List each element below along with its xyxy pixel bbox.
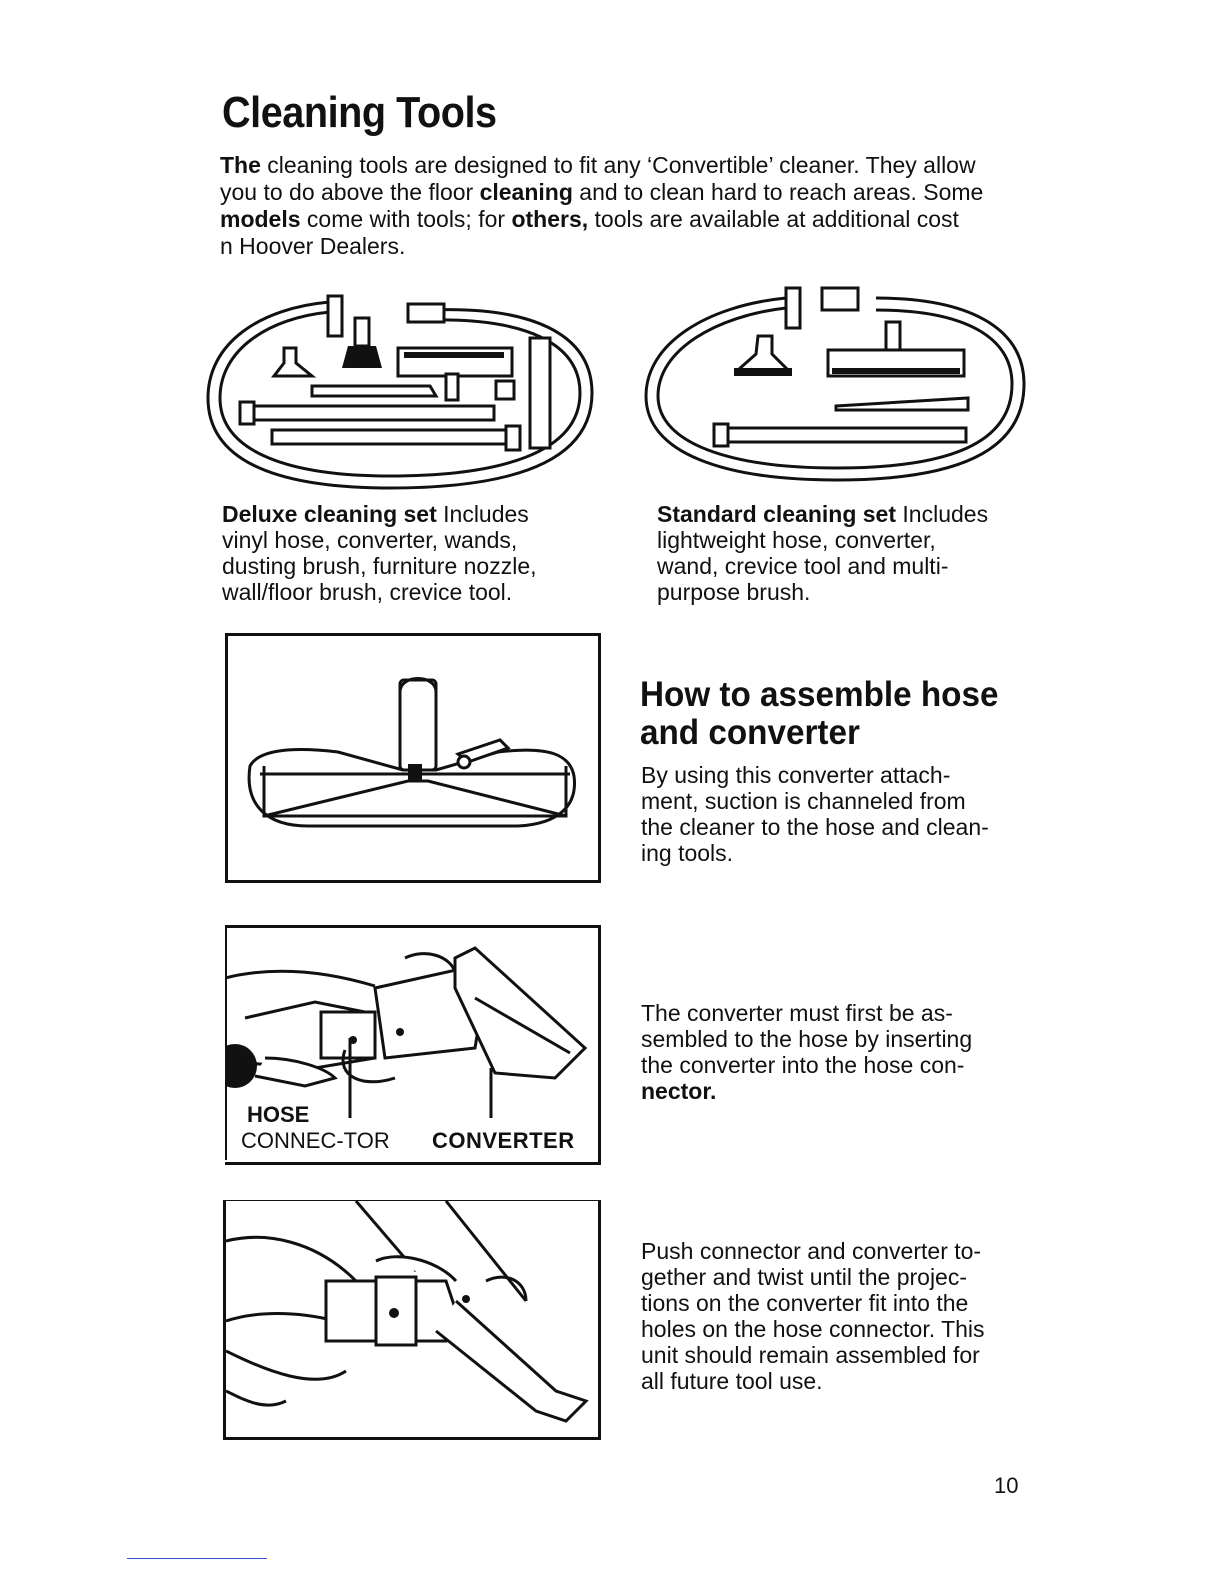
deluxe-caption: [222, 501, 537, 605]
standard-line1: Includes: [896, 501, 989, 527]
intro-line4: n Hoover Dealers.: [220, 233, 406, 259]
assemble-heading-line2: and converter: [640, 713, 860, 752]
para2-line: the converter into the hose con-: [641, 1052, 965, 1078]
intro-line2a: you to do above the floor: [220, 179, 480, 205]
deluxe-set-illustration: [200, 288, 600, 503]
hose-connector-figure: [225, 925, 601, 1165]
intro-line1: cleaning tools are designed to fit any ‘Convertible’ cleaner. They allow: [260, 152, 976, 178]
intro-line3-bold: models: [220, 206, 301, 232]
para3-line: unit should remain assembled for: [641, 1342, 980, 1368]
page-number: 10: [994, 1473, 1019, 1498]
para1-line: ment, suction is channeled from: [641, 788, 966, 814]
standard-line2: lightweight hose, converter,: [657, 527, 936, 553]
para1-line: the cleaner to the hose and clean-: [641, 814, 989, 840]
para2-line: sembled to the hose by inserting: [641, 1026, 973, 1052]
intro-line3a: come with tools; for: [300, 206, 512, 232]
intro-line3-bold2: others,: [511, 206, 589, 232]
deluxe-line2: vinyl hose, converter, wands,: [222, 527, 518, 553]
converter-label: CONVERTER: [432, 1128, 575, 1153]
para2-line: The converter must first be as-: [641, 1000, 953, 1026]
para3-line: gether and twist until the projec-: [641, 1264, 968, 1290]
standard-caption: [657, 501, 988, 605]
standard-line4: purpose brush.: [657, 579, 811, 605]
para3-line: tions on the converter fit into the: [641, 1290, 969, 1316]
connector-label: CONNEC-TOR: [241, 1128, 390, 1153]
standard-set-illustration: [636, 284, 1036, 494]
footer-line: [127, 1558, 267, 1559]
intro-line2b: and to clean hard to reach areas. Some: [572, 179, 984, 205]
para1-line: ing tools.: [641, 840, 734, 866]
deluxe-line3: dusting brush, furniture nozzle,: [222, 553, 537, 579]
assemble-para3: [641, 1238, 985, 1394]
intro-paragraph: [220, 152, 1050, 260]
deluxe-line1: Includes: [436, 501, 529, 527]
intro-lead: The: [220, 152, 261, 178]
para1-line: By using this converter attach-: [641, 762, 951, 788]
intro-line2-bold: cleaning: [479, 179, 573, 205]
page-title: Cleaning Tools: [222, 88, 497, 137]
deluxe-heading: Deluxe cleaning set: [222, 501, 437, 527]
intro-line3b: tools are available at additional cost: [588, 206, 959, 232]
assemble-heading: [640, 676, 998, 752]
para2-line: nector.: [641, 1078, 717, 1104]
para3-line: all future tool use.: [641, 1368, 823, 1394]
assemble-heading-line1: How to assemble hose: [640, 675, 999, 714]
converter-figure: [225, 633, 601, 883]
deluxe-line4: wall/floor brush, crevice tool.: [222, 579, 513, 605]
assemble-para1: [641, 762, 989, 866]
para3-line: Push connector and converter to-: [641, 1238, 982, 1264]
para3-line: holes on the hose connector. This: [641, 1316, 985, 1342]
hose-label: HOSE: [247, 1102, 310, 1127]
standard-heading: Standard cleaning set: [657, 501, 897, 527]
assemble-para2: [641, 1000, 972, 1104]
standard-line3: wand, crevice tool and multi-: [657, 553, 949, 579]
twist-figure: [223, 1200, 601, 1440]
